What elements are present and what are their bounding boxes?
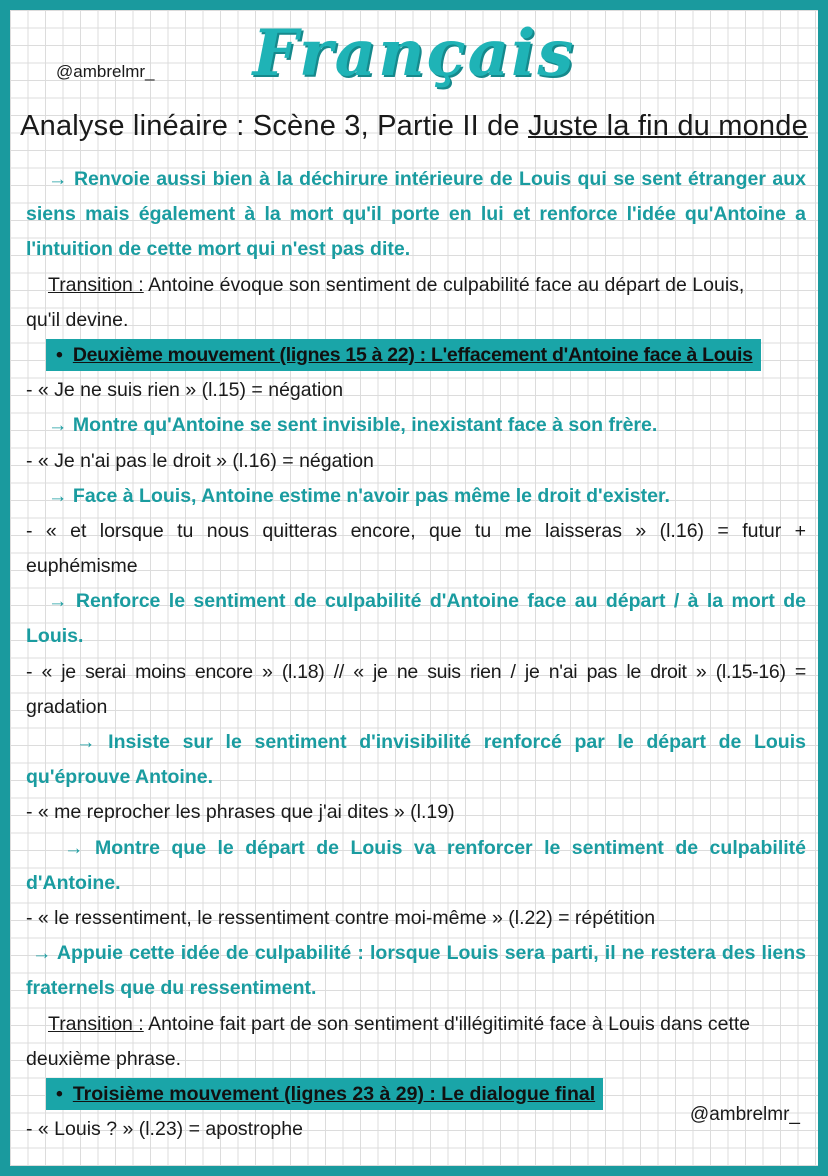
note-line: → Face à Louis, Antoine estime n'avoir pas même le droit d'exister. xyxy=(48,484,670,507)
quote-line: - « me reprocher les phrases que j'ai dites » (l.19) xyxy=(26,801,455,824)
note-line: → Montre que le départ de Louis va renforcer le sentiment de culpabilité xyxy=(64,836,806,859)
notebook-page xyxy=(10,10,818,1166)
page-subtitle xyxy=(10,110,818,143)
quote-line: - « Louis ? » (l.23) = apostrophe xyxy=(26,1118,303,1141)
note-line: deuxième phrase. xyxy=(26,1047,182,1070)
note-line: l'intuition de cette mort qui n'est pas dite. xyxy=(26,238,411,261)
transition-line xyxy=(26,268,806,303)
subtitle-prefix: Analyse linéaire : Scène 3, Partie II de xyxy=(20,110,529,142)
author-handle-bottom: @ambrelmr_ xyxy=(689,1104,800,1125)
note-line: → Montre qu'Antoine se sent invisible, inexistant face à son frère. xyxy=(48,414,658,437)
quote-line: - « et lorsque tu nous quitteras encore, que tu me laisseras » (l.16) = futur + xyxy=(26,519,806,542)
note-line: Louis. xyxy=(26,625,84,648)
quote-line: - « le ressentiment, le ressentiment contre moi-même » (l.22) = répétition xyxy=(26,906,656,929)
note-line: → Renforce le sentiment de culpabilité d'Antoine face au départ / à la mort de xyxy=(48,590,806,613)
subtitle-work: Juste la fin du monde xyxy=(528,110,808,142)
author-handle-top: @ambrelmr_ xyxy=(56,62,155,81)
transition-text: Antoine évoque son sentiment de culpabilité face au départ de Louis, xyxy=(143,273,745,296)
note-line: → Renvoie aussi bien à la déchirure intérieure de Louis qui se sent étranger aux xyxy=(48,168,806,190)
page-title: Français xyxy=(252,16,576,91)
bullet-icon: • xyxy=(56,1082,63,1105)
transition-label: Transition : xyxy=(48,1012,144,1035)
quote-line: - « Je n'ai pas le droit » (l.16) = négation xyxy=(26,449,374,472)
note-line: d'Antoine. xyxy=(26,871,121,894)
movement-highlight xyxy=(46,339,761,371)
quote-line: - « je serai moins encore » (l.18) // « je ne suis rien / je n'ai pas le droit » (l.15-16) = xyxy=(26,660,806,683)
notes-body xyxy=(26,162,806,1147)
quote-line: - « Je ne suis rien » (l.15) = négation xyxy=(26,379,344,402)
note-line: → Insiste sur le sentiment d'invisibilité renforcé par le départ de Louis xyxy=(76,731,806,753)
movement-highlight xyxy=(46,1078,603,1110)
note-line: → Appuie cette idée de culpabilité : lorsque Louis sera parti, il ne restera des liens xyxy=(32,942,806,965)
note-line: euphémisme xyxy=(26,555,138,578)
note-line: gradation xyxy=(26,695,108,718)
transition-label: Transition : xyxy=(48,273,144,296)
movement-title: Deuxième mouvement (lignes 15 à 22) : L'effacement d'Antoine face à Louis xyxy=(72,343,753,366)
transition-line xyxy=(26,1007,806,1042)
movement-heading-2 xyxy=(26,338,806,373)
bullet-icon: • xyxy=(56,343,63,366)
movement-title: Troisième mouvement (lignes 23 à 29) : Le dialogue final xyxy=(72,1082,596,1105)
transition-text: Antoine fait part de son sentiment d'illégitimité face à Louis dans cette xyxy=(143,1012,751,1035)
note-line: siens mais également à la mort qu'il porte en lui et renforce l'idée qu'Antoine a xyxy=(26,203,806,226)
note-line: fraternels que du ressentiment. xyxy=(26,977,317,1000)
note-line: qu'éprouve Antoine. xyxy=(26,766,214,789)
note-line: qu'il devine. xyxy=(26,308,129,331)
